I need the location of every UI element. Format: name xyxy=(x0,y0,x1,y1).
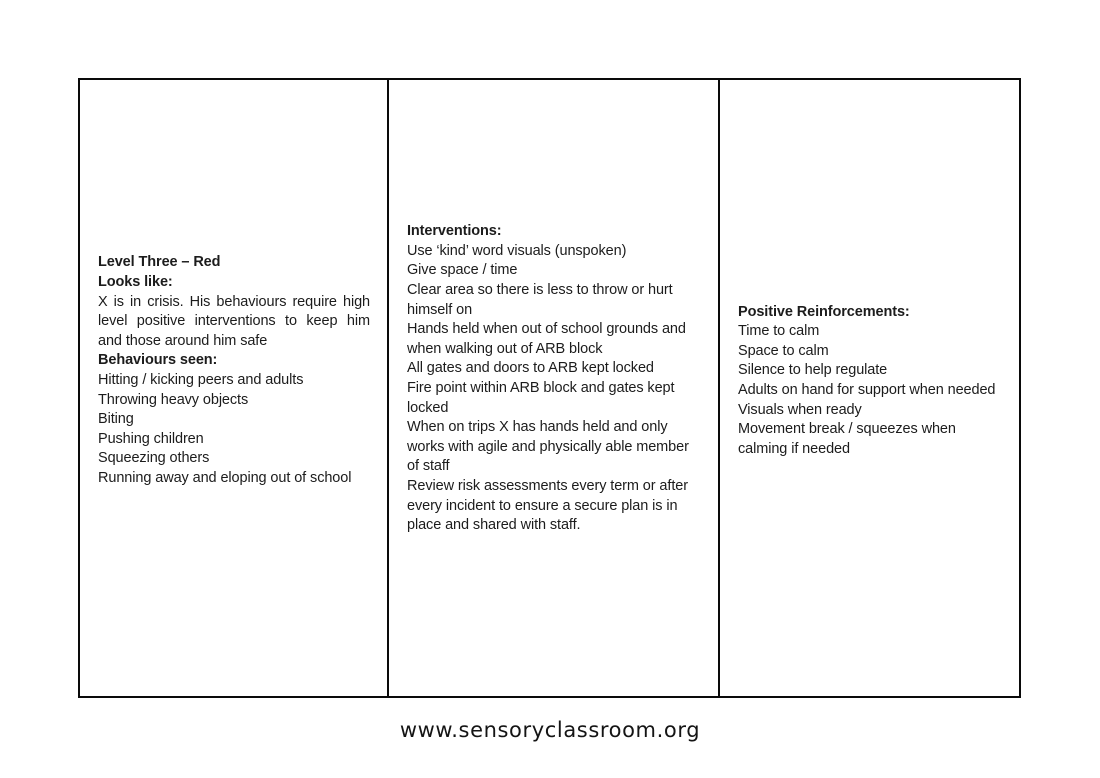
interventions-list xyxy=(407,242,701,536)
list-item: Clear area so there is less to throw or hurt himself on xyxy=(407,282,673,318)
list-item: Visuals when ready xyxy=(738,401,862,418)
level-title: Level Three – Red xyxy=(98,254,221,271)
list-item: Biting xyxy=(98,411,134,428)
crisis-description: X is in crisis. His behaviours require high level positive interventions to keep him and those around him safe xyxy=(98,293,370,349)
list-item: Give space / time xyxy=(407,262,518,279)
list-item: Movement break / squeezes when calming if needed xyxy=(738,421,956,457)
reinforcements-heading: Positive Reinforcements: xyxy=(738,303,910,320)
list-item: Fire point within ARB block and gates kept locked xyxy=(407,380,675,416)
list-item: Time to calm xyxy=(738,323,820,340)
list-item: Hands held when out of school grounds and when walking out of ARB block xyxy=(407,321,686,357)
list-item: Hitting / kicking peers and adults xyxy=(98,372,304,388)
looks-like-heading: Looks like: xyxy=(98,274,173,291)
list-item: Squeezing others xyxy=(98,450,210,467)
list-item: Space to calm xyxy=(738,342,829,359)
behaviours-seen-heading: Behaviours seen: xyxy=(98,352,218,369)
column-interventions xyxy=(387,78,721,698)
website-url: www.sensoryclassroom.org xyxy=(399,718,701,742)
column-behaviours xyxy=(78,78,390,698)
behaviours-list xyxy=(98,371,370,489)
list-item: Use ‘kind’ word visuals (unspoken) xyxy=(407,242,627,259)
list-item: Throwing heavy objects xyxy=(98,391,249,408)
interventions-heading: Interventions: xyxy=(407,223,502,240)
list-item: When on trips X has hands held and only works with agile and physically able member of staff xyxy=(407,419,689,475)
list-item: Pushing children xyxy=(98,430,204,447)
list-item: All gates and doors to ARB kept locked xyxy=(407,360,654,377)
list-item: Running away and eloping out of school xyxy=(98,469,352,486)
column-reinforcements xyxy=(718,78,1021,698)
list-item: Adults on hand for support when needed xyxy=(738,382,996,398)
list-item: Review risk assessments every term or after every incident to ensure a secure plan is in place and shared with staff. xyxy=(407,477,688,534)
list-item: Silence to help regulate xyxy=(738,362,888,379)
reinforcements-list xyxy=(738,322,1001,459)
